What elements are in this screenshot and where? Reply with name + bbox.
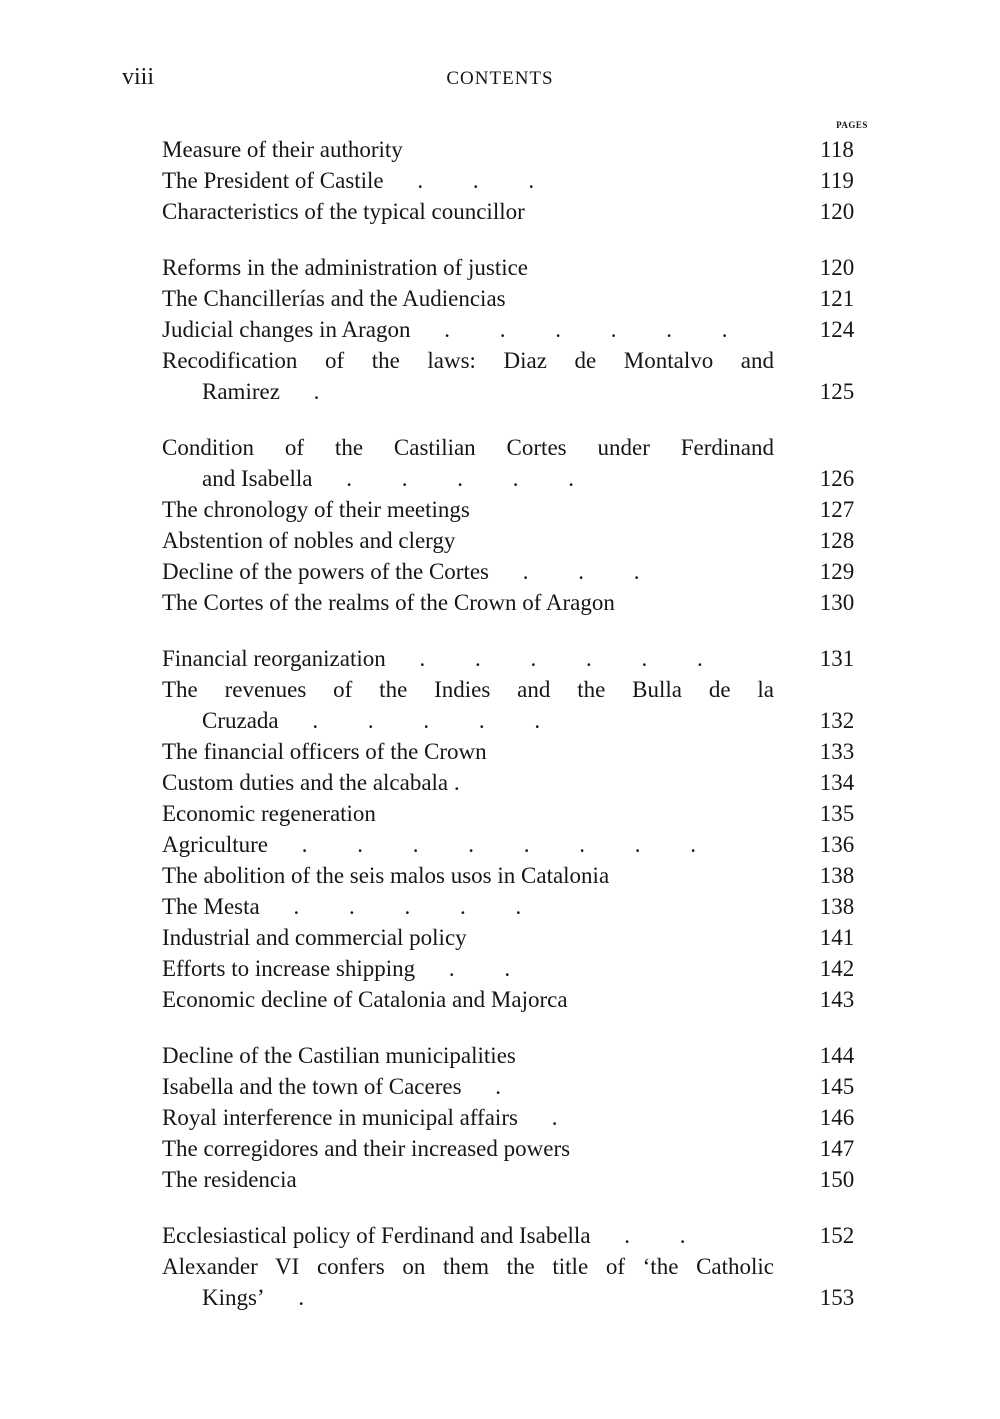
- entry-page-number: 147: [819, 1136, 855, 1161]
- entry-page-number: 138: [819, 894, 855, 919]
- entry-title-continuation-line: [162, 705, 882, 736]
- entry-page-number: 121: [819, 286, 855, 311]
- toc-entry: [162, 283, 882, 314]
- leader-dots: . . .: [389, 168, 557, 193]
- toc-entry: [162, 1133, 882, 1164]
- entry-page-number: 130: [819, 590, 855, 615]
- toc-entry: [162, 1164, 882, 1195]
- entry-title: The residencia: [162, 1167, 297, 1192]
- entry-title: The chronology of their meetings: [162, 497, 470, 522]
- entry-title: Royal interference in municipal affairs: [162, 1105, 518, 1130]
- entry-title: Economic decline of Catalonia and Majorca: [162, 987, 568, 1012]
- entry-title-continuation: Cruzada: [202, 708, 279, 733]
- toc-entry: [162, 829, 882, 860]
- toc-entry: [162, 587, 882, 618]
- entry-page-number: 119: [820, 168, 854, 193]
- entry-title-continuation: Ramirez: [202, 379, 280, 404]
- entry-page-number: 150: [819, 1167, 855, 1192]
- toc-entry: [162, 1251, 882, 1313]
- toc-entry: [162, 494, 882, 525]
- leader-dots: . . . . .: [265, 894, 544, 919]
- entry-title: The abolition of the seis malos usos in Catalonia: [162, 863, 610, 888]
- contents-group: [162, 432, 882, 618]
- entry-page-number: 145: [819, 1074, 855, 1099]
- toc-entry: [162, 345, 882, 407]
- entry-title: The revenues of the Indies and the Bulla de la: [162, 677, 774, 702]
- toc-entry: [162, 984, 882, 1015]
- toc-entry: [162, 767, 882, 798]
- entry-title-continuation-line: [162, 463, 882, 494]
- toc-entry: [162, 674, 882, 736]
- toc-entry: [162, 314, 882, 345]
- toc-entry: [162, 922, 882, 953]
- leader-dots: . . . . . . . .: [274, 832, 719, 857]
- leader-dots: .: [467, 1074, 524, 1099]
- toc-entry: [162, 134, 882, 165]
- entry-title-continuation-line: [162, 376, 882, 407]
- entry-page-number: 125: [819, 379, 855, 404]
- leader-dots: .: [270, 1285, 327, 1310]
- entry-title: Agriculture: [162, 832, 269, 857]
- entry-title: Decline of the Castilian municipalities: [162, 1043, 516, 1068]
- entry-page-number: 118: [820, 137, 854, 162]
- leader-dots: . . . . .: [284, 708, 563, 733]
- leader-dots: . .: [421, 956, 533, 981]
- toc-entry: [162, 1102, 882, 1133]
- entry-page-number: 131: [819, 646, 855, 671]
- entry-page-number: 127: [819, 497, 855, 522]
- entry-page-number: 142: [819, 956, 855, 981]
- leader-dots: . . . . . .: [391, 646, 725, 671]
- toc-entry: [162, 1040, 882, 1071]
- leader-dots: . . . . .: [318, 466, 596, 491]
- entry-title: Alexander VI confers on them the title of ‘the Catholic: [162, 1254, 774, 1279]
- entry-page-number: 120: [819, 199, 855, 224]
- entry-title: Reforms in the administration of justice: [162, 255, 529, 280]
- leader-dots: .: [285, 379, 342, 404]
- entry-title: The Cortes of the realms of the Crown of Aragon: [162, 590, 615, 615]
- entry-title-continuation-line: [162, 1282, 882, 1313]
- toc-entry: [162, 525, 882, 556]
- entry-page-number: 134: [819, 770, 855, 795]
- entry-title: Economic regeneration: [162, 801, 376, 826]
- entry-page-number: 126: [819, 466, 855, 491]
- entry-title: Characteristics of the typical councillor: [162, 199, 525, 224]
- entry-title-continuation: Kings’: [202, 1285, 265, 1310]
- entry-page-number: 141: [819, 925, 855, 950]
- toc-entry: [162, 196, 882, 227]
- entry-title: Custom duties and the alcabala .: [162, 770, 460, 795]
- entry-title: The Chancillerías and the Audiencias: [162, 286, 506, 311]
- toc-entry: [162, 643, 882, 674]
- entry-page-number: 153: [819, 1285, 855, 1310]
- toc-entry: [162, 556, 882, 587]
- entry-title: Judicial changes in Aragon: [162, 317, 411, 342]
- entry-page-number: 129: [819, 559, 855, 584]
- pages-column-label: PAGES: [836, 120, 868, 130]
- contents-group: [162, 1220, 882, 1313]
- leader-dots: .: [523, 1105, 580, 1130]
- entry-page-number: 138: [819, 863, 855, 888]
- toc-entry: [162, 891, 882, 922]
- entry-title-continuation: and Isabella: [202, 466, 313, 491]
- toc-entry: [162, 165, 882, 196]
- entry-page-number: 124: [819, 317, 855, 342]
- entry-page-number: 120: [819, 255, 855, 280]
- contents-list: [162, 134, 882, 1338]
- entry-title: The corregidores and their increased powers: [162, 1136, 571, 1161]
- entry-page-number: 133: [819, 739, 855, 764]
- entry-title: Recodification of the laws: Diaz de Montalvo and: [162, 348, 774, 373]
- contents-group: [162, 1040, 882, 1195]
- page-heading: CONTENTS: [446, 68, 554, 89]
- toc-entry: [162, 1220, 882, 1251]
- toc-entry: [162, 432, 882, 494]
- entry-page-number: 136: [819, 832, 855, 857]
- toc-entry: [162, 736, 882, 767]
- toc-entry: [162, 953, 882, 984]
- entry-page-number: 144: [819, 1043, 855, 1068]
- entry-page-number: 135: [819, 801, 855, 826]
- entry-title: The financial officers of the Crown: [162, 739, 487, 764]
- entry-page-number: 143: [819, 987, 855, 1012]
- toc-entry: [162, 1071, 882, 1102]
- toc-entry: [162, 252, 882, 283]
- entry-page-number: 132: [819, 708, 855, 733]
- entry-title: Decline of the powers of the Cortes: [162, 559, 490, 584]
- entry-title: Financial reorganization: [162, 646, 386, 671]
- page-number: viii: [122, 64, 155, 90]
- entry-title: The President of Castile: [162, 168, 384, 193]
- leader-dots: . . . . . .: [416, 317, 750, 342]
- toc-entry: [162, 798, 882, 829]
- entry-title: Ecclesiastical policy of Ferdinand and Isabella: [162, 1223, 591, 1248]
- leader-dots: . .: [596, 1223, 708, 1248]
- toc-entry: [162, 860, 882, 891]
- entry-page-number: 146: [819, 1105, 855, 1130]
- entry-page-number: 152: [819, 1223, 855, 1248]
- entry-title: The Mesta: [162, 894, 260, 919]
- entry-title: Efforts to increase shipping: [162, 956, 416, 981]
- entry-title: Abstention of nobles and clergy: [162, 528, 456, 553]
- entry-title: Measure of their authority: [162, 137, 403, 162]
- entry-title: Industrial and commercial policy: [162, 925, 467, 950]
- contents-group: [162, 134, 882, 227]
- contents-group: [162, 252, 882, 407]
- entry-title: Isabella and the town of Caceres: [162, 1074, 462, 1099]
- entry-title: Condition of the Castilian Cortes under Ferdinand: [162, 435, 774, 460]
- leader-dots: . . .: [495, 559, 662, 584]
- contents-group: [162, 643, 882, 1015]
- entry-page-number: 128: [819, 528, 855, 553]
